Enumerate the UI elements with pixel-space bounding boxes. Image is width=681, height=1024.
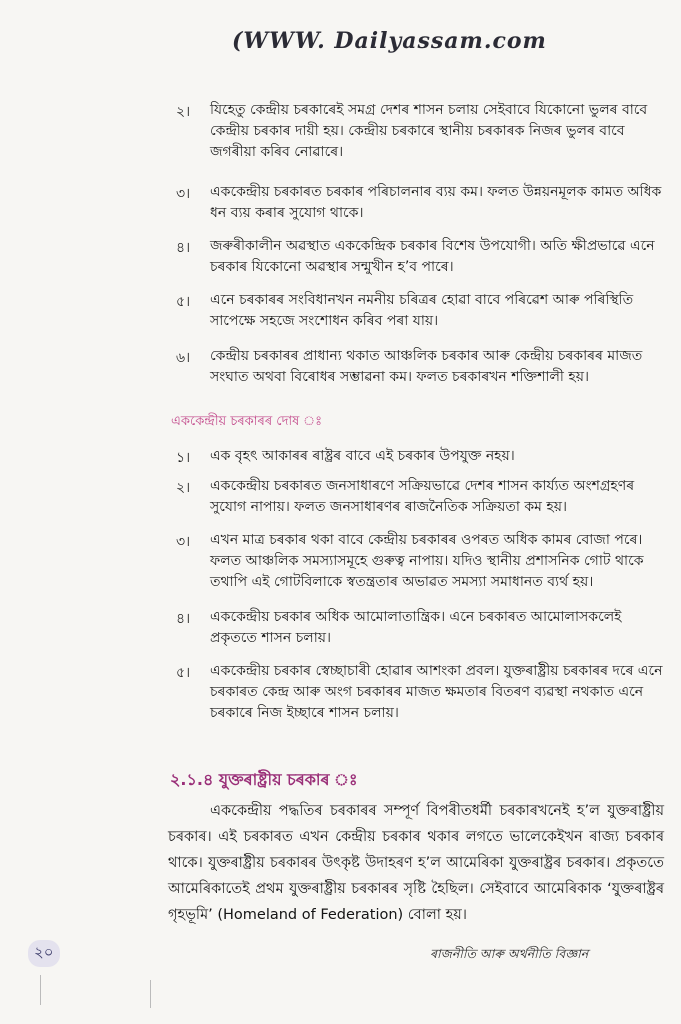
item-number: ১। <box>176 450 191 466</box>
item-number: ২। <box>176 480 191 496</box>
demerits-heading: এককেন্দ্ৰীয় চৰকাৰৰ দোষ ঃ <box>171 414 323 429</box>
item-text: জৰুৰীকালীন অৱস্থাত এককেন্দ্ৰিক চৰকাৰ বিশেষ উপযোগী। অতি ক্ষীপ্ৰভাৱে এনে চৰকাৰ যিকোনো অৱস্থাৰ সন্মুখীন হ’ব পাৰে। <box>210 238 655 275</box>
section-paragraph: এককেন্দ্ৰীয় পদ্ধতিৰ চৰকাৰৰ সম্পূৰ্ণ বিপৰীতধৰ্মী চৰকাৰখনেই হ’ল যুক্তৰাষ্ট্ৰীয় চৰকাৰ। এই চৰকাৰত এখন কেন্দ্ৰীয় চৰকাৰ থকাৰ লগতে ভালেকেইখন ৰাজ্য চৰকাৰ থাকে। যুক্তৰাষ্ট্ৰীয় চৰকাৰৰ উৎকৃষ্ট উদাহৰণ হ’ল আমেৰিকা যুক্তৰাষ্ট্ৰৰ চৰকাৰ। প্ৰকৃততে আমেৰিকাতেই প্ৰথম যুক্তৰাষ্ট্ৰীয় চৰকাৰৰ সৃষ্টি হৈছিল। সেইবাবে আমেৰিকাক ‘যুক্তৰাষ্ট্ৰৰ গৃহভূমি’ (Homeland of Federation) বোলা হয়। <box>168 803 664 923</box>
item-number: ৫। <box>176 294 191 310</box>
item-text: এক বৃহৎ আকাৰৰ ৰাষ্ট্ৰৰ বাবে এই চৰকাৰ উপযুক্ত নহয়। <box>210 448 515 464</box>
item-text: এককেন্দ্ৰীয় চৰকাৰ স্বেচ্ছাচাৰী হোৱাৰ আশংকা প্ৰবল। যুক্তৰাষ্ট্ৰীয় চৰকাৰৰ দৰে এনে চৰকাৰত কেন্দ্ৰ আৰু অংগ চৰকাৰৰ মাজত ক্ষমতাৰ বিতৰণ ব্যৱস্থা নথকাত এনে চৰকাৰে নিজ ইচ্ছাৰে শাসন চলায়। <box>210 663 663 721</box>
item-text: এককেন্দ্ৰীয় চৰকাৰত চৰকাৰ পৰিচালনাৰ ব্যয় কম। ফলত উন্নয়নমূলক কামত অধিক ধন ব্যয় কৰাৰ সুযোগ থাকে। <box>210 184 662 221</box>
item-number: ৬। <box>176 350 191 366</box>
page-number: ২০ <box>28 940 60 967</box>
page-edge-mark <box>40 975 41 1005</box>
book-title-footer: ৰাজনীতি আৰু অৰ্থনীতি বিজ্ঞান <box>430 946 589 961</box>
page-edge-mark <box>150 980 151 1008</box>
item-text: এনে চৰকাৰৰ সংবিধানখন নমনীয় চৰিত্ৰৰ হোৱা বাবে পৰিৱেশ আৰু পৰিস্থিতি সাপেক্ষে সহজে সংশোধন কৰিব পৰা যায়। <box>210 292 634 329</box>
item-text: এখন মাত্ৰ চৰকাৰ থকা বাবে কেন্দ্ৰীয় চৰকাৰৰ ওপৰত অধিক কামৰ বোজা পৰে। ফলত আঞ্চলিক সমস্যাসমূহে গুৰুত্ব নাপায়। যদিও স্থানীয় প্ৰশাসনিক গোট থাকে তথাপি এই গোটবিলাকে স্বতন্ত্ৰতাৰ অভাৱত সমস্যা সমাধানত ব্যৰ্থ হয়। <box>210 532 644 590</box>
website-watermark: (WWW. Dailyassam.com <box>232 28 547 54</box>
item-text: এককেন্দ্ৰীয় চৰকাৰ অধিক আমোলাতান্ত্ৰিক। এনে চৰকাৰত আমোলাসকলেই প্ৰকৃততে শাসন চলায়। <box>210 609 622 646</box>
item-number: ৩। <box>176 186 191 202</box>
item-number: ৩। <box>176 534 191 550</box>
item-text: এককেন্দ্ৰীয় চৰকাৰত জনসাধাৰণে সক্ৰিয়ভাৱে দেশৰ শাসন কাৰ্য্যত অংশগ্ৰহণৰ সুযোগ নাপায়। ফলত জনসাধাৰণৰ ৰাজনৈতিক সক্ৰিয়তা কম হয়। <box>210 478 635 515</box>
item-number: ২। <box>176 104 191 120</box>
item-number: ৪। <box>176 611 191 627</box>
item-text: কেন্দ্ৰীয় চৰকাৰৰ প্ৰাধান্য থকাত আঞ্চলিক চৰকাৰ আৰু কেন্দ্ৰীয় চৰকাৰৰ মাজত সংঘাত অথবা বিৰোধৰ সম্ভাৱনা কম। ফলত চৰকাৰখন শক্তিশালী হয়। <box>210 348 643 385</box>
item-text: যিহেতু কেন্দ্ৰীয় চৰকাৰেই সমগ্ৰ দেশৰ শাসন চলায় সেইবাবে যিকোনো ভুলৰ বাবে কেন্দ্ৰীয় চৰকাৰ দায়ী হয়। কেন্দ্ৰীয় চৰকাৰে স্থানীয় চৰকাৰক নিজৰ ভুলৰ বাবে জগৰীয়া কৰিব নোৱাৰে। <box>210 102 648 160</box>
item-number: ৪। <box>176 240 191 256</box>
section-heading: ২.১.৪ যুক্তৰাষ্ট্ৰীয় চৰকাৰ ঃ <box>170 770 358 789</box>
item-number: ৫। <box>176 665 191 681</box>
